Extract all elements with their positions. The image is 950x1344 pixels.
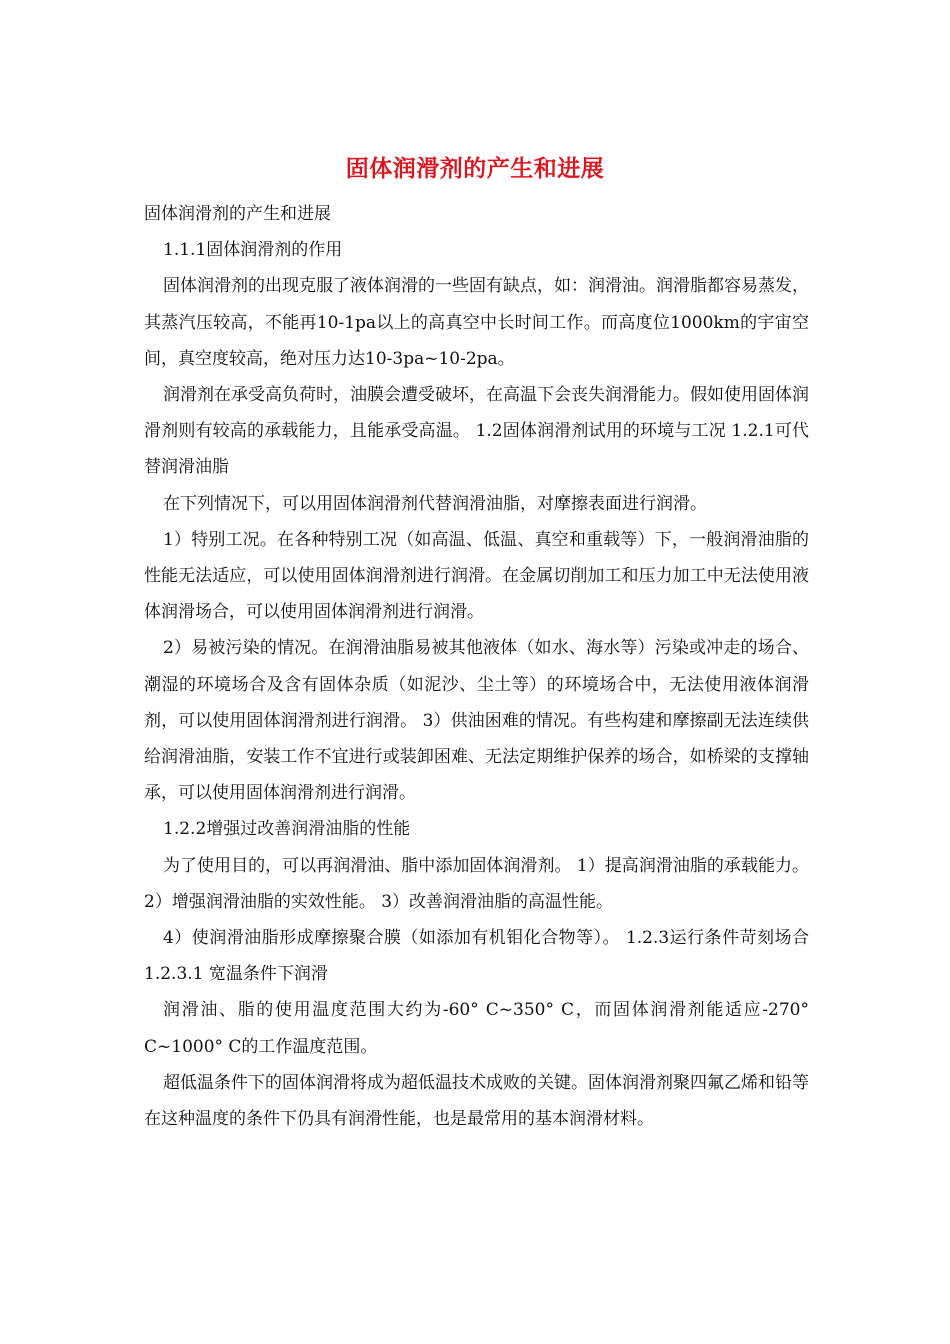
document-body — [144, 196, 809, 1137]
paragraph: 在下列情况下，可以用固体润滑剂代替润滑油脂，对摩擦表面进行润滑。 — [163, 493, 707, 514]
paragraph-subtitle: 固体润滑剂的产生和进展 — [144, 204, 331, 224]
paragraph: 4）使润滑油脂形成摩擦聚合膜（如添加有机钼化合物等）。 1.2.3运行条件苛刻场合 1.2.3.1 宽温条件下润滑 — [144, 928, 809, 985]
paragraph: 超低温条件下的固体润滑将成为超低温技术成败的关键。固体润滑剂聚四氟乙烯和铅等在这种温度的条件下仍具有润滑性能，也是最常用的基本润滑材料。 — [144, 1072, 809, 1130]
paragraph-heading-1-1-1: 1.1.1固体润滑剂的作用 — [163, 240, 343, 261]
document-title: 固体润滑剂的产生和进展 — [345, 156, 605, 182]
paragraph: 固体润滑剂的出现克服了液体润滑的一些固有缺点，如：润滑油。润滑脂都容易蒸发，其蒸汽压较高，不能再10-1pa以上的高真空中长时间工作。而高度位1000km的宇宙空间，真空度较高，绝对压力达10-3pa~10-2pa。 — [144, 276, 809, 369]
paragraph: 润滑油、脂的使用温度范围大约为-60° C~350° C，而固体润滑剂能适应-270° C~1000° C的工作温度范围。 — [144, 1000, 809, 1057]
paragraph: 为了使用目的，可以再润滑油、脂中添加固体润滑剂。 1）提高润滑油脂的承载能力。 2）增强润滑油脂的实效性能。 3）改善润滑油脂的高温性能。 — [144, 855, 809, 912]
paragraph-heading-1-2-2: 1.2.2增强过改善润滑油脂的性能 — [163, 819, 411, 840]
paragraph: 2）易被污染的情况。在润滑油脂易被其他液体（如水、海水等）污染或冲走的场合、潮湿的环境场合及含有固体杂质（如泥沙、尘土等）的环境场合中，无法使用液体润滑剂，可以使用固体润滑剂进行润滑。 3）供油困难的情况。有些构建和摩擦副无法连续供给润滑油脂，安装工作不宜进行或装卸困难、无法定期维护保养的场合，如桥梁的支撑轴承，可以使用固体润滑剂进行润滑。 — [144, 638, 809, 804]
paragraph: 润滑剂在承受高负荷时，油膜会遭受破坏，在高温下会丧失润滑能力。假如使用固体润滑剂则有较高的承载能力，且能承受高温。 1.2固体润滑剂试用的环境与工况 1.2.1可代替润滑油脂 — [144, 385, 809, 478]
paragraph: 1）特别工况。在各种特别工况（如高温、低温、真空和重载等）下，一般润滑油脂的性能无法适应，可以使用固体润滑剂进行润滑。在金属切削加工和压力加工中无法使用液体润滑场合，可以使用固体润滑剂进行润滑。 — [144, 529, 809, 623]
